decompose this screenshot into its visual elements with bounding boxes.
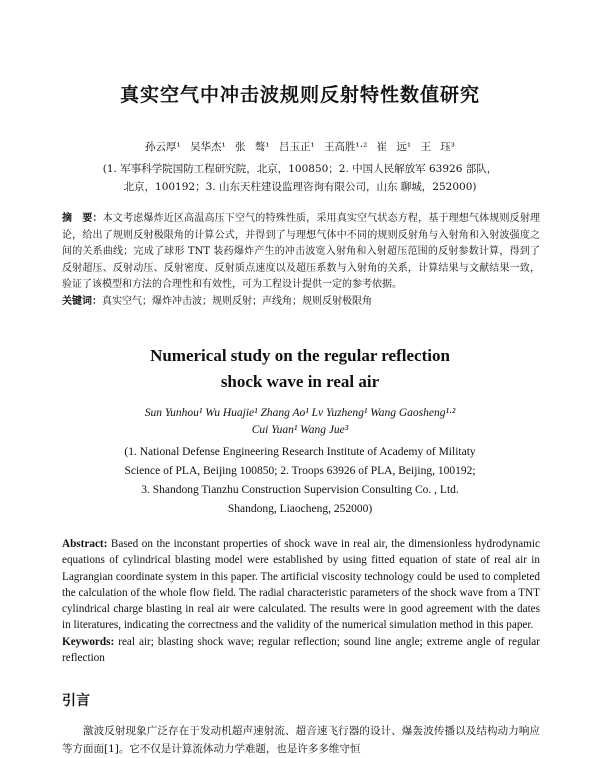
chinese-abstract-label: 摘 要：: [62, 213, 103, 224]
english-abstract: [62, 536, 540, 666]
english-title-line-1: Numerical study on the regular reflection: [150, 346, 450, 365]
chinese-abstract-text: 本文考虑爆炸近区高温高压下空气的特殊性质，采用真实空气状态方程，基于理想气体规则反射理论，给出了规则反射极限角的计算公式，并得到了与理想气体中不同的规则反射角与入射角和入射波强度之间的关系曲线；完成了球形 TNT 装药爆炸产生的冲击波宽入射角和入射超压范围的反射参数计算，得到了反射超压、反射动压、反射密度、反射质点速度以及超压系数与入射角的关系，计算结果与文献结果一致，验证了该模型和方法的合理性和有效性，可为工程设计提供一定的参考依据。: [62, 213, 541, 291]
english-affiliation-line-4: Shandong, Liaocheng, 252000): [227, 503, 373, 515]
english-abstract-text: Based on the inconstant properties of shock wave in real air, the dimensionless hydrodynamic equations of cylindrical blasting model were established by using fitted equation of state of real air in Lagrangian coordinate system in this paper. The artificial viscosity technology could be used to completed the calculation of the whole flow field. The radial characteristic parameters of the shock wave from a TNT cylindrical charge blasting in real air were calculated. The results were in good agreement with the dates in literatures, indicating the correctness and the validity of the numerical simulation method in this paper.: [62, 538, 540, 632]
english-affiliation-line-3: 3. Shandong Tianzhu Construction Supervision Consulting Co. , Ltd.: [141, 484, 459, 496]
english-affiliation-line-2: Science of PLA, Beijing 100850; 2. Troops 63926 of PLA, Beijing, 100192;: [124, 465, 476, 477]
chinese-title: 真实空气中冲击波规则反射特性数值研究: [119, 84, 480, 106]
chinese-affiliation-line-2: 北京，100192；3. 山东天柱建设监理咨询有限公司，山东 聊城，252000): [123, 181, 477, 193]
chinese-keywords-text: 真实空气；爆炸冲击波；规则反射；声线角；规则反射极限角: [102, 295, 372, 307]
introduction-heading: 引言: [62, 693, 90, 709]
english-affiliation-line-1: (1. National Defense Engineering Research Institute of Academy of Militaty: [124, 446, 476, 458]
english-keywords-text: real air; blasting shock wave; regular reflection; sound line angle; extreme angle of regular reflection: [62, 635, 540, 665]
english-keywords-label: Keywords:: [62, 635, 115, 648]
introduction-text: 激波反射现象广泛存在于发动机超声速射流、超音速飞行器的设计、爆轰波传播以及结构动力响应等方面面[1]。它不仅是计算流体动力学难题，也是许多多维守恒: [62, 725, 540, 755]
english-authors-line-2: Cui Yuan¹ Wang Jue³: [251, 424, 349, 436]
chinese-keywords-label: 关键词：: [62, 295, 102, 307]
english-title-line-2: shock wave in real air: [220, 372, 380, 391]
english-abstract-label: Abstract:: [62, 538, 108, 550]
english-title: [0, 343, 600, 395]
chinese-authors: 孙云厚¹ 吴华杰¹ 张 骜¹ 吕玉正¹ 王高胜¹·² 崔 远¹ 王 珏³: [144, 141, 456, 153]
english-authors-line-1: Sun Yunhou¹ Wu Huajie¹ Zhang Ao¹ Lv Yuzheng¹ Wang Gaosheng¹·²: [144, 407, 456, 419]
chinese-abstract: [62, 211, 540, 311]
chinese-affiliation-line-1: (1. 军事科学院国防工程研究院，北京，100850；2. 中国人民解放军 63926 部队，: [102, 163, 498, 175]
